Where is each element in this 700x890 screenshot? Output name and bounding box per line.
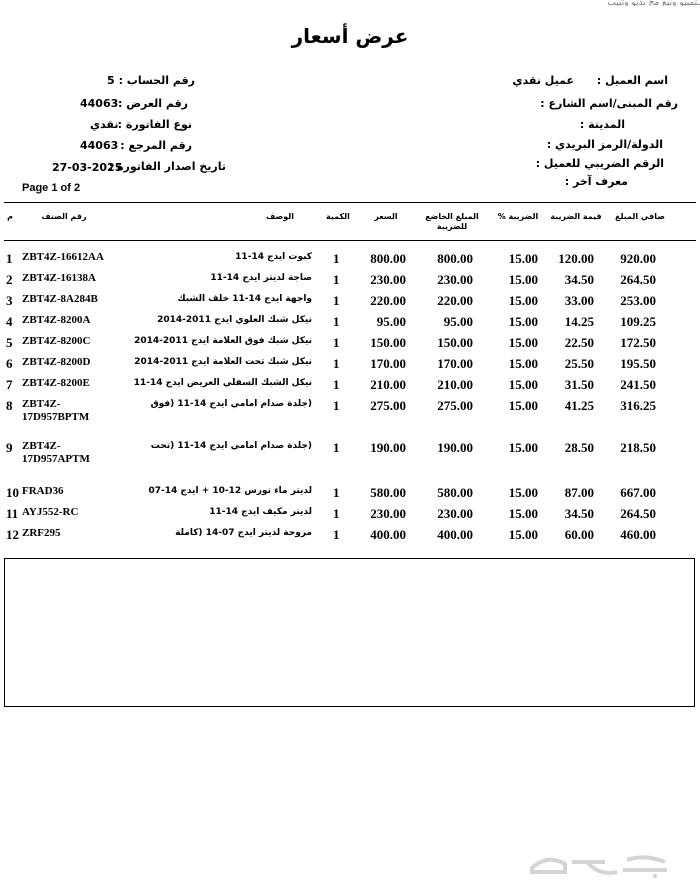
row-index: 10 xyxy=(6,485,19,500)
row-price: 230.00 xyxy=(370,272,406,287)
row-tax-amount: 22.50 xyxy=(564,335,594,350)
row-taxable: 220.00 xyxy=(437,293,473,308)
other-id-label: معرف آخر : xyxy=(564,175,628,188)
col-header-price: السعر xyxy=(374,212,398,221)
row-tax-rate: 15.00 xyxy=(508,485,538,500)
row-net: 667.00 xyxy=(620,485,656,500)
row-index: 1 xyxy=(6,251,13,266)
row-net: 316.25 xyxy=(620,398,656,413)
customer-tax-label: الرقم الضريبي للعميل : xyxy=(535,157,664,170)
row-description: لديتر ماء تورس 12-10 + ايدج 14-07 xyxy=(148,486,312,496)
row-tax-amount: 34.50 xyxy=(564,506,594,521)
table-row xyxy=(0,506,700,526)
row-tax-rate: 15.00 xyxy=(508,527,538,542)
row-taxable: 210.00 xyxy=(437,377,473,392)
col-header-code: رقم الصنف xyxy=(41,212,87,221)
notes-box xyxy=(4,558,695,707)
col-header-index: م xyxy=(7,212,13,221)
row-tax-amount: 33.00 xyxy=(564,293,594,308)
row-description: (جلدة صدام امامي ايدج 14-11 (فوق xyxy=(150,399,312,409)
row-index: 2 xyxy=(6,272,13,287)
row-tax-rate: 15.00 xyxy=(508,440,538,455)
row-net: 109.25 xyxy=(620,314,656,329)
table-row xyxy=(0,335,700,355)
account-number-value: 5 xyxy=(107,74,115,87)
page-indicator: Page 1 of 2 xyxy=(22,182,81,194)
col-header-tax-rate: الضريبة % xyxy=(497,212,539,221)
row-index: 6 xyxy=(6,356,13,371)
row-code: ZBT4Z- 17D957APTM xyxy=(22,440,90,465)
row-price: 400.00 xyxy=(370,527,406,542)
col-header-tax-amount: قيمة الضريبة xyxy=(550,212,602,221)
row-price: 230.00 xyxy=(370,506,406,521)
row-taxable: 190.00 xyxy=(437,440,473,455)
row-tax-rate: 15.00 xyxy=(508,272,538,287)
invoice-type-label: نوع الفاتورة : xyxy=(117,118,192,131)
row-tax-amount: 31.50 xyxy=(564,377,594,392)
row-taxable: 400.00 xyxy=(437,527,473,542)
row-price: 210.00 xyxy=(370,377,406,392)
row-index: 3 xyxy=(6,293,13,308)
col-header-net: صافي المبلغ xyxy=(615,212,665,221)
row-taxable: 95.00 xyxy=(443,314,473,329)
row-description: كبوت ايدج 14-11 xyxy=(235,252,312,262)
row-price: 95.00 xyxy=(376,314,406,329)
col-header-description: الوصف xyxy=(265,212,295,221)
row-index: 12 xyxy=(6,527,19,542)
row-tax-rate: 15.00 xyxy=(508,398,538,413)
row-net: 264.50 xyxy=(620,272,656,287)
country-postal-label: الدولة/الرمز البريدي : xyxy=(546,138,663,151)
row-price: 150.00 xyxy=(370,335,406,350)
city-label: المدينة : xyxy=(579,118,625,131)
row-description: نيكل شبك تحت العلامة ايدج 2011-2014 xyxy=(134,357,312,367)
row-qty: 1 xyxy=(333,506,340,521)
row-code: FRAD36 xyxy=(22,485,64,497)
row-taxable: 150.00 xyxy=(437,335,473,350)
table-row xyxy=(0,485,700,505)
table-row xyxy=(0,272,700,292)
table-row xyxy=(0,356,700,376)
table-row xyxy=(0,293,700,313)
row-qty: 1 xyxy=(333,398,340,413)
row-tax-amount: 120.00 xyxy=(558,251,594,266)
quote-number-value: 44063 xyxy=(80,97,119,110)
row-net: 195.50 xyxy=(620,356,656,371)
row-tax-rate: 15.00 xyxy=(508,506,538,521)
row-qty: 1 xyxy=(333,251,340,266)
account-number-label: رقم الحساب : xyxy=(118,74,195,87)
row-code: AYJ552-RC xyxy=(22,506,79,518)
row-tax-amount: 34.50 xyxy=(564,272,594,287)
quote-number-label: رقم العرض : xyxy=(118,97,188,110)
row-tax-rate: 15.00 xyxy=(508,293,538,308)
row-description: لديتر مكيف ايدج 14-11 xyxy=(209,507,312,517)
table-header-rule xyxy=(4,240,696,241)
row-price: 800.00 xyxy=(370,251,406,266)
row-code: ZRF295 xyxy=(22,527,61,539)
row-code: ZBT4Z- 17D957BPTM xyxy=(22,398,90,423)
table-row xyxy=(0,314,700,334)
row-qty: 1 xyxy=(333,440,340,455)
table-top-rule xyxy=(4,202,696,203)
table-row xyxy=(0,440,700,465)
table-row xyxy=(0,527,700,547)
row-net: 264.50 xyxy=(620,506,656,521)
row-net: 253.00 xyxy=(620,293,656,308)
row-qty: 1 xyxy=(333,377,340,392)
issue-date-label: تاريخ اصدار الفاتورة : xyxy=(108,160,226,173)
row-net: 241.50 xyxy=(620,377,656,392)
row-code: ZBT4Z-8A284B xyxy=(22,293,98,305)
row-taxable: 800.00 xyxy=(437,251,473,266)
table-row xyxy=(0,377,700,397)
row-net: 460.00 xyxy=(620,527,656,542)
row-description: نيكل الشبك السفلي العريض ايدج 14-11 xyxy=(133,378,312,388)
row-tax-amount: 41.25 xyxy=(564,398,594,413)
row-qty: 1 xyxy=(333,335,340,350)
row-tax-amount: 60.00 xyxy=(564,527,594,542)
row-net: 218.50 xyxy=(620,440,656,455)
row-code: ZBT4Z-8200A xyxy=(22,314,91,326)
row-index: 4 xyxy=(6,314,13,329)
row-code: ZBT4Z-8200C xyxy=(22,335,91,347)
row-tax-rate: 15.00 xyxy=(508,356,538,371)
col-header-qty: الكمية xyxy=(326,212,350,221)
row-tax-amount: 87.00 xyxy=(564,485,594,500)
document-title: عرض أسعار xyxy=(291,24,409,48)
row-code: ZBT4Z-16138A xyxy=(22,272,96,284)
customer-name-value: عميل نقدي xyxy=(512,74,574,87)
row-code: ZBT4Z-8200D xyxy=(22,356,91,368)
col-header-taxable: المبلغ الخاضع للضريبة xyxy=(425,212,479,231)
row-description: نيكل شبك فوق العلامة ايدج 2011-2014 xyxy=(134,336,312,346)
issue-date-value: 27-03-2025 xyxy=(52,161,123,174)
row-description: (جلدة صدام امامي ايدج 14-11 (تحت xyxy=(150,441,312,451)
row-taxable: 580.00 xyxy=(437,485,473,500)
row-code: ZBT4Z-16612AA xyxy=(22,251,104,263)
building-street-label: رقم المبنى/اسم الشارع : xyxy=(540,97,678,110)
row-description: مروحة لديتر ايدج 07-14 (كاملة xyxy=(175,528,312,538)
row-qty: 1 xyxy=(333,356,340,371)
row-description: صاجة لديتر ايدج 14-11 xyxy=(210,273,312,283)
row-price: 275.00 xyxy=(370,398,406,413)
row-taxable: 275.00 xyxy=(437,398,473,413)
row-tax-rate: 15.00 xyxy=(508,314,538,329)
haraj-logo-watermark xyxy=(527,850,672,880)
row-qty: 1 xyxy=(333,314,340,329)
row-taxable: 230.00 xyxy=(437,506,473,521)
row-qty: 1 xyxy=(333,527,340,542)
row-qty: 1 xyxy=(333,272,340,287)
row-price: 580.00 xyxy=(370,485,406,500)
row-code: ZBT4Z-8200E xyxy=(22,377,90,389)
row-index: 5 xyxy=(6,335,13,350)
row-net: 172.50 xyxy=(620,335,656,350)
row-tax-amount: 28.50 xyxy=(564,440,594,455)
row-taxable: 170.00 xyxy=(437,356,473,371)
row-price: 170.00 xyxy=(370,356,406,371)
row-tax-amount: 14.25 xyxy=(564,314,594,329)
top-header-strip: ـتمبيو ونيع مح بديو وتنيب xyxy=(607,0,700,6)
invoice-type-value: نقدي xyxy=(90,118,119,131)
row-tax-amount: 25.50 xyxy=(564,356,594,371)
row-description: نيكل شبك العلوي ايدج 2011-2014 xyxy=(157,315,312,325)
row-taxable: 230.00 xyxy=(437,272,473,287)
reference-number-label: رقم المرجع : xyxy=(120,139,192,152)
table-row xyxy=(0,251,700,271)
reference-number-value: 44063 xyxy=(80,139,119,152)
row-tax-rate: 15.00 xyxy=(508,377,538,392)
row-tax-rate: 15.00 xyxy=(508,251,538,266)
row-price: 220.00 xyxy=(370,293,406,308)
row-index: 7 xyxy=(6,377,13,392)
row-index: 11 xyxy=(6,506,19,521)
row-index: 8 xyxy=(6,398,13,413)
row-index: 9 xyxy=(6,440,13,455)
table-row xyxy=(0,398,700,423)
row-price: 190.00 xyxy=(370,440,406,455)
row-description: واجهة ايدج 14-11 خلف الشبك xyxy=(177,294,312,304)
row-tax-rate: 15.00 xyxy=(508,335,538,350)
row-qty: 1 xyxy=(333,485,340,500)
customer-name-label: اسم العميل : xyxy=(596,74,668,87)
row-net: 920.00 xyxy=(620,251,656,266)
row-qty: 1 xyxy=(333,293,340,308)
